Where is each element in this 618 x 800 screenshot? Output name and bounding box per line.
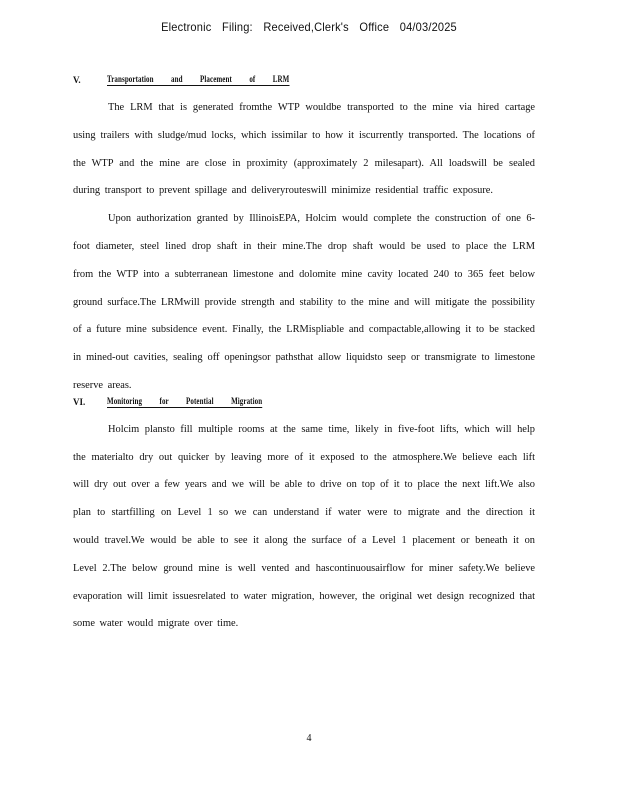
- document-body: [73, 70, 535, 638]
- filing-header: Electronic Filing: Received,Clerk's Office 04/03/2025: [161, 20, 457, 34]
- section-number: VI.: [73, 396, 86, 407]
- paragraph: The LRM that is generated fromthe WTP wouldbe transported to the mine via hired cartage using trailers with sludge/mud locks, which issimilar to how it iscurrently transported. The locations of the WTP and the mine are close in proximity (approximately 2 milesapart). All loadswill be sealed during transport to prevent spillage and deliveryrouteswill minimize residential traffic exposure.: [73, 102, 535, 197]
- section-title: Transportation and Placement of LRM: [107, 74, 290, 84]
- section-number: V.: [73, 75, 81, 85]
- paragraph: Upon authorization granted by IllinoisEPA, Holcim would complete the construction of one 6-foot diameter, steel lined drop shaft in their mine.The drop shaft would be used to place the LRM from the WTP into a subterranean limestone and dolomite mine cavity located 240 to 365 feet below ground surface.The LRMwill provide strength and stability to the mine and will mitigate the possibility of a future mine subsidence event. Finally, the LRMispliable and compactable,allowing it to be stacked in mined-out cavities, sealing off openingsor pathsthat allow liquidsto seep or transmigrate to limestone reserve areas.: [73, 213, 535, 391]
- section-title: Monitoring for Potential Migration: [107, 395, 263, 406]
- section-heading-5: [73, 70, 535, 90]
- section-heading-6: [73, 392, 535, 412]
- paragraph: Holcim plansto fill multiple rooms at the same time, likely in five-foot lifts, which will help the materialto dry out quicker by leaving more of it exposed to the atmosphere.We believe each lift will dry out over a few years and we will be able to drive on top of it to place the next lift.We also plan to startfilling on Level 1 so we can understand if water were to migrate and the direction it would travel.We would be able to see it along the surface of a Level 1 placement or beneath it on Level 2.The below ground mine is well vented and hascontinuousairflow for miner safety.We believe evaporation will limit issuesrelated to water migration, however, the original wet design recognized that some water would migrate over time.: [73, 423, 535, 630]
- page-number: 4: [306, 733, 312, 744]
